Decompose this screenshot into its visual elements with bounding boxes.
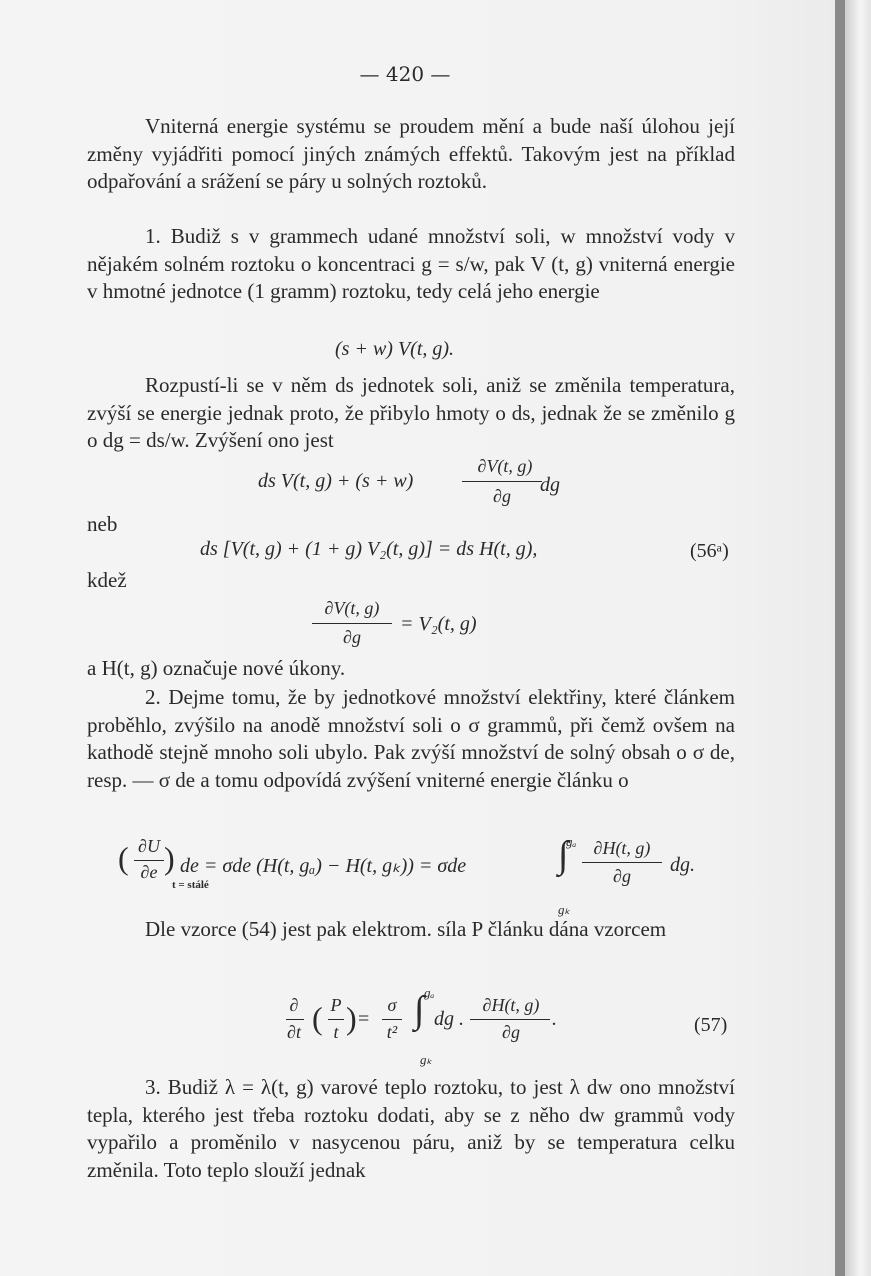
fraction-bar bbox=[382, 1019, 402, 1020]
equation-57-dg: dg . bbox=[434, 1008, 464, 1030]
equation-57-h-numerator: ∂H(t, g) bbox=[482, 995, 540, 1015]
paren-close: ) bbox=[346, 1000, 357, 1036]
paragraph-3: 3. Budiž λ = λ(t, g) varové teplo roztoku, to jest λ dw ono množství tepla, kterého jest třeba roztoku dodati, aby se z něho dw grammů vody vypařilo a proměnilo v nasycenou páru, aniž by se temperatura celku změnila. Toto teplo slouží jednak bbox=[87, 1075, 735, 1182]
equation-du-subscript: t = stálé bbox=[172, 879, 209, 891]
equation-du-int-top: gₐ bbox=[566, 834, 577, 849]
fraction-bar bbox=[328, 1019, 344, 1020]
equation-du-middle: de = σde (H(t, gₐ) − H(t, gₖ)) = σde bbox=[180, 855, 467, 877]
paragraph-formula-54: Dle vzorce (54) jest pak elektrom. síla P článku dána vzorcem bbox=[145, 917, 667, 941]
equation-v2-right: = V₂(t, g) bbox=[400, 613, 477, 635]
paragraph-1: 1. Budiž s v grammech udané množství soli, w množství vody v nějakém solném roztoku o koncentraci g = s/w, pak V (t, g) vniterná energie v hmotné jednotce (1 gramm) roztoku, tedy celá jeho energie bbox=[87, 224, 735, 303]
equation-57-number: (57) bbox=[694, 1014, 728, 1036]
equation-57-d-numerator: ∂ bbox=[289, 995, 299, 1015]
paragraph-2: 2. Dejme tomu, že by jednotkové množství elektřiny, které článkem proběhlo, zvýšilo na anodě množství soli o σ grammů, při čemž ovšem na kathodě stejně mnoho soli ubylo. Pak zvýší množství de solný obsah o σ de, resp. — σ de a tomu odpovídá zvýšení vniterné energie článku o bbox=[87, 685, 735, 792]
fraction-bar bbox=[312, 623, 392, 624]
equation-increase-tail: dg bbox=[540, 474, 560, 496]
paren-open: ( bbox=[312, 1000, 323, 1036]
equation-57-int-bot: gₖ bbox=[420, 1052, 433, 1067]
fraction-bar bbox=[462, 481, 542, 482]
page-edge-shadow bbox=[835, 0, 845, 1276]
paragraph-dissolve: Rozpustí-li se v něm ds jednotek soli, aniž se změnila temperatura, zvýší se energie jednak proto, že přibylo hmoty o ds, jednak že se změnilo g o dg = ds/w. Zvýšení ono jest bbox=[87, 373, 735, 452]
equation-total-energy: (s + w) V(t, g). bbox=[335, 338, 455, 360]
fraction-bar bbox=[582, 862, 662, 863]
word-neb: neb bbox=[87, 512, 118, 536]
equation-du-frac-numerator: ∂H(t, g) bbox=[593, 838, 651, 858]
equation-57-int-top: gₐ bbox=[424, 985, 435, 1000]
equation-56a: ds [V(t, g) + (1 + g) V₂(t, g)] = ds H(t, g), bbox=[200, 538, 538, 560]
equation-57-sigma-numerator: σ bbox=[387, 995, 397, 1015]
equation-increase-left: ds V(t, g) + (s + w) bbox=[258, 470, 414, 492]
equation-v2-denominator: ∂g bbox=[343, 627, 361, 647]
fraction-bar bbox=[286, 1019, 304, 1020]
integral-sign: ∫ bbox=[558, 834, 569, 876]
equation-57-d-denominator: ∂t bbox=[287, 1022, 301, 1042]
equation-57-period: . bbox=[552, 1008, 557, 1030]
word-kdez: kdež bbox=[87, 568, 127, 592]
integral-sign: ∫ bbox=[414, 989, 425, 1031]
equation-du-frac-denominator: ∂g bbox=[613, 866, 631, 886]
equation-du-numerator: ∂U bbox=[138, 836, 160, 856]
fraction-bar bbox=[134, 860, 164, 861]
equation-56a-number: (56ᵃ) bbox=[690, 540, 729, 562]
paren-close: ) bbox=[164, 840, 175, 876]
equation-57-equals: = bbox=[358, 1008, 370, 1030]
paren-open: ( bbox=[118, 840, 129, 876]
equation-du-tail: dg. bbox=[670, 854, 695, 876]
paragraph-intro: Vniterná energie systému se proudem mění a bude naší úlohou její změny vyjádřiti pomocí jiných známých effektů. Takovým jest na příklad odpařování a srážení se páry u solných roztoků. bbox=[87, 114, 735, 193]
equation-57-p-denominator: t bbox=[333, 1022, 339, 1042]
page-number: — 420 — bbox=[359, 62, 451, 86]
equation-increase-denominator: ∂g bbox=[493, 486, 511, 506]
fraction-bar bbox=[470, 1019, 550, 1020]
equation-57-p-numerator: P bbox=[330, 995, 342, 1015]
line-oznacuje: a H(t, g) označuje nové úkony. bbox=[87, 656, 346, 680]
equation-57-h-denominator: ∂g bbox=[502, 1022, 520, 1042]
equation-v2-numerator: ∂V(t, g) bbox=[324, 598, 380, 618]
equation-increase-numerator: ∂V(t, g) bbox=[477, 456, 533, 476]
equation-du-denominator: ∂e bbox=[140, 862, 158, 882]
equation-57-sigma-denominator: t² bbox=[386, 1022, 398, 1042]
equation-du-int-bot: gₖ bbox=[558, 902, 571, 917]
page-edge bbox=[845, 0, 871, 1276]
